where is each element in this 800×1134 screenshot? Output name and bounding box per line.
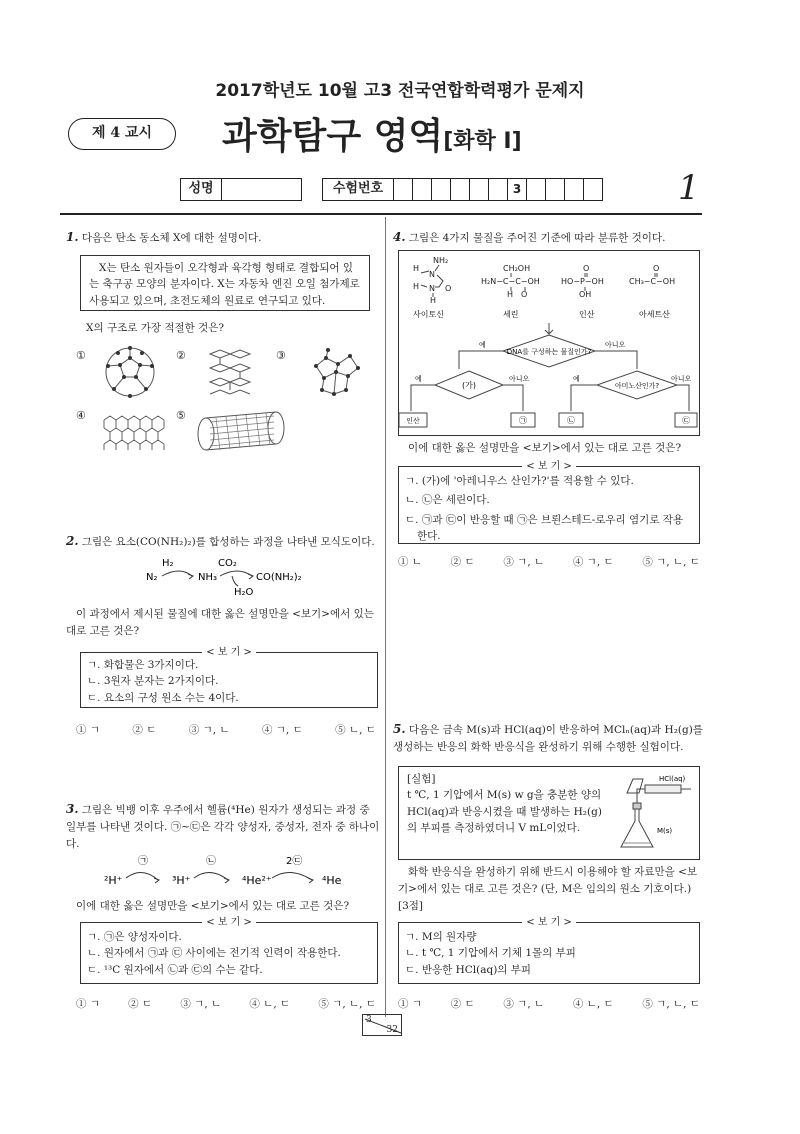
q3-stem-text: 그림은 빅뱅 이후 우주에서 헬륨(⁴He) 원자가 생성되는 과정 중 일부를 나타낸 것이다. ㉠~㉢은 각각 양성자, 중성자, 전자 중 하나이다. bbox=[66, 804, 380, 850]
q5-bogi-item-3: ㄷ. 반응한 HCl(aq)의 부피 bbox=[405, 963, 532, 976]
q4-leaf-3: ㉡ bbox=[567, 416, 575, 425]
q5-metal-label: M(s) bbox=[657, 827, 673, 835]
q3-label-b: ㉡ bbox=[206, 856, 216, 867]
q4-bogi-item-3: ㄷ. ㉠과 ㉢이 반응할 때 ㉠은 브뢴스테드-로우리 염기로 작용한다. bbox=[405, 513, 684, 542]
svg-text:O: O bbox=[653, 264, 660, 273]
q3-bogi-item-3: ㄷ. ¹³C 원자에서 ㉡과 ㉢의 수는 같다. bbox=[87, 963, 263, 976]
q5-exp-body: t ℃, 1 기압에서 M(s) w g을 충분한 양의 HCl(aq)과 반응시켰을 때 발생하는 H₂(g)의 부피를 측정하였더니 V mL이었다. bbox=[407, 789, 602, 834]
q3-label-a: ㉠ bbox=[138, 856, 148, 867]
page-footer bbox=[362, 1014, 402, 1036]
q4-root-question: DNA를 구성하는 물질인가? bbox=[506, 348, 592, 356]
q1-choice-1-label: ① bbox=[76, 349, 86, 362]
q2-n2: N₂ bbox=[146, 572, 158, 583]
q5-choice-4[interactable]: ④ ㄴ, ㄷ bbox=[572, 998, 614, 1010]
q1-choice-5-label: ⑤ bbox=[176, 409, 186, 422]
q4-mol-2: 세린 bbox=[503, 310, 519, 319]
q5-choices bbox=[398, 996, 700, 1011]
svg-text:H₂N−C−C−OH: H₂N−C−C−OH bbox=[481, 277, 540, 286]
q1-stem-text: 다음은 탄소 동소체 X에 대한 설명이다. bbox=[81, 232, 262, 244]
name-field[interactable] bbox=[222, 178, 302, 201]
q3-bogi-item-1: ㄱ. ㉠은 양성자이다. bbox=[87, 931, 182, 943]
page-number-big: 1 bbox=[678, 168, 700, 208]
q2-bogi-box bbox=[80, 647, 378, 708]
q3-species-2: ³H⁺ bbox=[172, 874, 191, 887]
q2-stem-text: 그림은 요소(CO(NH₂)₂)를 합성하는 과정을 나타낸 모식도이다. bbox=[81, 536, 375, 548]
q5-bogi-item-1: ㄱ. M의 원자량 bbox=[405, 931, 477, 943]
q4-no-2: 아니오 bbox=[509, 375, 530, 383]
graphite-icon bbox=[206, 346, 256, 398]
q5-bogi-item-2: ㄴ. t ℃, 1 기압에서 기체 1몰의 부피 bbox=[405, 947, 576, 960]
q3-choice-1[interactable]: ① ㄱ bbox=[76, 998, 100, 1010]
footer-page: 3 bbox=[366, 1015, 372, 1025]
q3-bogi-item-2: ㄴ. 원자에서 ㉠과 ㉢ 사이에는 전기적 인력이 작용한다. bbox=[87, 947, 341, 960]
flask-apparatus-icon bbox=[613, 773, 697, 855]
q4-mol-1: 사이토신 bbox=[413, 310, 444, 319]
q4-leaf-2: ㉠ bbox=[519, 416, 527, 425]
q4-no-1: 아니오 bbox=[605, 341, 626, 349]
fullerene-icon bbox=[102, 344, 158, 400]
q2-choice-5[interactable]: ⑤ ㄴ, ㄷ bbox=[335, 724, 376, 736]
q5-exp-title: [실험] bbox=[407, 773, 436, 785]
q4-no-3: 아니오 bbox=[671, 375, 692, 383]
q4-mol-4: 아세트산 bbox=[639, 310, 670, 319]
name-label: 성명 bbox=[180, 178, 222, 201]
period-badge bbox=[68, 118, 176, 150]
q3-choice-4[interactable]: ④ ㄴ, ㄷ bbox=[249, 998, 291, 1010]
q1-choice-4-label: ④ bbox=[76, 409, 86, 422]
q4-choice-3[interactable]: ③ ㄱ, ㄴ bbox=[503, 556, 545, 568]
q3-label-c: 2㉢ bbox=[286, 856, 303, 867]
q2-co2: CO₂ bbox=[218, 558, 237, 569]
q5-choice-3[interactable]: ③ ㄱ, ㄴ bbox=[503, 998, 545, 1010]
svg-text:H: H bbox=[413, 282, 420, 291]
q2-nh3: NH₃ bbox=[198, 572, 218, 583]
q1-option-3[interactable] bbox=[276, 344, 372, 400]
q5-choice-1[interactable]: ① ㄱ bbox=[398, 998, 422, 1010]
q2-number: 2. bbox=[66, 534, 79, 548]
q3-species-3: ⁴He²⁺ bbox=[242, 874, 272, 887]
q3-species-4: ⁴He bbox=[322, 874, 342, 887]
column-divider bbox=[385, 217, 386, 1017]
q4-bogi-item-2: ㄴ. ㉡은 세린이다. bbox=[405, 494, 490, 507]
q4-leaf-1: 인산 bbox=[406, 417, 420, 425]
q3-helium-scheme bbox=[100, 852, 360, 892]
q4-stem bbox=[393, 228, 703, 247]
q2-urea-scheme bbox=[140, 552, 340, 598]
q5-choice-5[interactable]: ⑤ ㄱ, ㄴ, ㄷ bbox=[642, 998, 700, 1010]
q3-choice-2[interactable]: ② ㄷ bbox=[128, 998, 153, 1010]
q3-bogi-title: < 보 기 > bbox=[202, 917, 256, 928]
exam-number-label: 수험번호 bbox=[322, 178, 394, 201]
svg-text:O: O bbox=[583, 264, 590, 273]
q4-yes-3: 예 bbox=[573, 375, 580, 383]
q1-number: 1. bbox=[66, 230, 79, 244]
q3-choice-5[interactable]: ⑤ ㄱ, ㄴ, ㄷ bbox=[318, 998, 376, 1010]
q4-yes-1: 예 bbox=[479, 341, 486, 349]
q2-choices bbox=[76, 722, 376, 737]
q1-option-5[interactable] bbox=[176, 404, 286, 456]
q2-stem bbox=[66, 532, 384, 551]
svg-text:OH: OH bbox=[579, 290, 592, 299]
q4-choices bbox=[398, 554, 700, 569]
q4-leaf-4: ㉢ bbox=[682, 416, 690, 425]
q1-option-4[interactable] bbox=[76, 404, 172, 456]
q2-bogi-title: < 보 기 > bbox=[202, 647, 256, 658]
q5-hcl-label: HCl(aq) bbox=[659, 775, 686, 783]
subject-main: 과학탐구 영역 bbox=[222, 116, 444, 157]
svg-text:H: H bbox=[413, 264, 420, 273]
q2-h2: H₂ bbox=[162, 558, 174, 569]
q3-choice-3[interactable]: ③ ㄱ, ㄴ bbox=[180, 998, 222, 1010]
q1-info-box bbox=[80, 255, 370, 311]
q4-choice-5[interactable]: ⑤ ㄱ, ㄴ, ㄷ bbox=[642, 556, 700, 568]
q3-bogi-box bbox=[80, 917, 378, 984]
q5-experiment-box bbox=[398, 766, 700, 860]
svg-text:NH₂: NH₂ bbox=[433, 256, 449, 265]
footer-total: 32 bbox=[386, 1025, 398, 1035]
q4-question: 이에 대한 옳은 설명만을 <보기>에서 있는 대로 고른 것은? bbox=[408, 442, 682, 454]
q5-bogi-box bbox=[398, 917, 700, 984]
q2-choice-2[interactable]: ② ㄷ bbox=[132, 724, 157, 736]
q4-figure bbox=[398, 250, 700, 436]
q3-number: 3. bbox=[66, 802, 79, 816]
period-label: 제 4 교시 bbox=[91, 125, 153, 141]
q5-question: 화학 반응식을 완성하기 위해 반드시 이용해야 할 자료만을 <보기>에서 있는 대로 고른 것은? (단, M은 임의의 원소 기호이다.) [3점] bbox=[398, 866, 698, 912]
q4-yes-2: 예 bbox=[415, 375, 422, 383]
svg-text:H: H bbox=[507, 290, 514, 299]
svg-text:O: O bbox=[521, 290, 528, 299]
q5-choice-2[interactable]: ② ㄷ bbox=[450, 998, 475, 1010]
q3-stem bbox=[66, 800, 380, 853]
q3-question: 이에 대한 옳은 설명만을 <보기>에서 있는 대로 고른 것은? bbox=[76, 900, 350, 912]
q3-choices bbox=[76, 996, 376, 1011]
svg-text:N: N bbox=[429, 270, 435, 279]
q2-choice-1[interactable]: ① ㄱ bbox=[76, 724, 100, 736]
q2-choice-3[interactable]: ③ ㄱ, ㄴ bbox=[188, 724, 230, 736]
q2-urea: CO(NH₂)₂ bbox=[256, 572, 302, 583]
svg-text:O: O bbox=[445, 284, 452, 293]
header-rule bbox=[60, 213, 702, 215]
q2-choice-4[interactable]: ④ ㄱ, ㄷ bbox=[261, 724, 303, 736]
exam-title: 2017학년도 10월 고3 전국연합학력평가 문제지 bbox=[215, 81, 585, 101]
q1-choice-2-label: ② bbox=[176, 349, 186, 362]
q2-bogi-item-1: ㄱ. 화합물은 3가지이다. bbox=[87, 659, 199, 671]
q5-number: 5. bbox=[393, 722, 406, 736]
graphene-icon bbox=[102, 412, 166, 452]
q1-option-2[interactable] bbox=[176, 344, 272, 400]
q4-molecules bbox=[399, 251, 699, 323]
exam-number-field[interactable] bbox=[394, 178, 603, 201]
q5-bogi-title: < 보 기 > bbox=[522, 917, 576, 928]
svg-text:HO−P−OH: HO−P−OH bbox=[561, 277, 604, 286]
q4-classification-tree bbox=[399, 323, 699, 435]
subject-sub: [화학 Ⅰ] bbox=[443, 129, 522, 154]
q1-stem bbox=[66, 228, 376, 247]
subject-title bbox=[222, 108, 522, 159]
svg-text:H: H bbox=[430, 296, 437, 305]
q4-choice-4[interactable]: ④ ㄱ, ㄷ bbox=[572, 556, 614, 568]
svg-text:N: N bbox=[429, 284, 435, 293]
q1-option-1[interactable] bbox=[76, 344, 172, 400]
svg-text:CH₃−C−OH: CH₃−C−OH bbox=[629, 277, 676, 286]
q1-info-text: X는 탄소 원자들이 오각형과 육각형 형태로 결합되어 있는 축구공 모양의 분자이다. X는 자동차 엔진 오일 첨가제로 사용되고 있으며, 초전도체의 원료로 연구되고 있다. bbox=[89, 262, 360, 307]
q5-stem bbox=[393, 720, 703, 756]
q2-question: 이 과정에서 제시된 물질에 대한 옳은 설명만을 <보기>에서 있는 대로 고른 것은? bbox=[66, 608, 374, 637]
q1-question: X의 구조로 가장 적절한 것은? bbox=[86, 322, 225, 334]
q4-stem-text: 그림은 4가지 물질을 주어진 기준에 따라 분류한 것이다. bbox=[408, 232, 666, 244]
q1-choice-3-label: ③ bbox=[276, 349, 286, 362]
q4-left-criterion: (가) bbox=[462, 381, 476, 390]
svg-text:CH₂OH: CH₂OH bbox=[503, 264, 531, 273]
q2-bogi-item-3: ㄷ. 요소의 구성 원소 수는 4이다. bbox=[87, 691, 239, 704]
nanotube-icon bbox=[196, 410, 286, 452]
q4-choice-2[interactable]: ② ㄷ bbox=[450, 556, 475, 568]
q4-right-criterion: 아미노산인가? bbox=[614, 382, 660, 390]
q4-bogi-item-1: ㄱ. (가)에 '아레니우스 산인가?'를 적용할 수 있다. bbox=[405, 475, 634, 487]
q4-number: 4. bbox=[393, 230, 406, 244]
q4-mol-3: 인산 bbox=[579, 310, 595, 319]
q3-species-1: ²H⁺ bbox=[104, 874, 123, 887]
q4-choice-1[interactable]: ① ㄴ bbox=[398, 556, 422, 568]
q2-bogi-item-2: ㄴ. 3원자 분자는 2가지이다. bbox=[87, 675, 219, 688]
q4-bogi-box bbox=[398, 461, 700, 544]
diamond-structure-icon bbox=[308, 348, 364, 398]
exam-number-digit: 3 bbox=[508, 178, 527, 201]
q2-h2o: H₂O bbox=[234, 587, 254, 598]
q4-bogi-title: < 보 기 > bbox=[522, 461, 576, 472]
q5-stem-text: 다음은 금속 M(s)과 HCl(aq)이 반응하여 MClₙ(aq)과 H₂(g)를 생성하는 반응의 화학 반응식을 완성하기 위해 수행한 실험이다. bbox=[393, 724, 703, 754]
